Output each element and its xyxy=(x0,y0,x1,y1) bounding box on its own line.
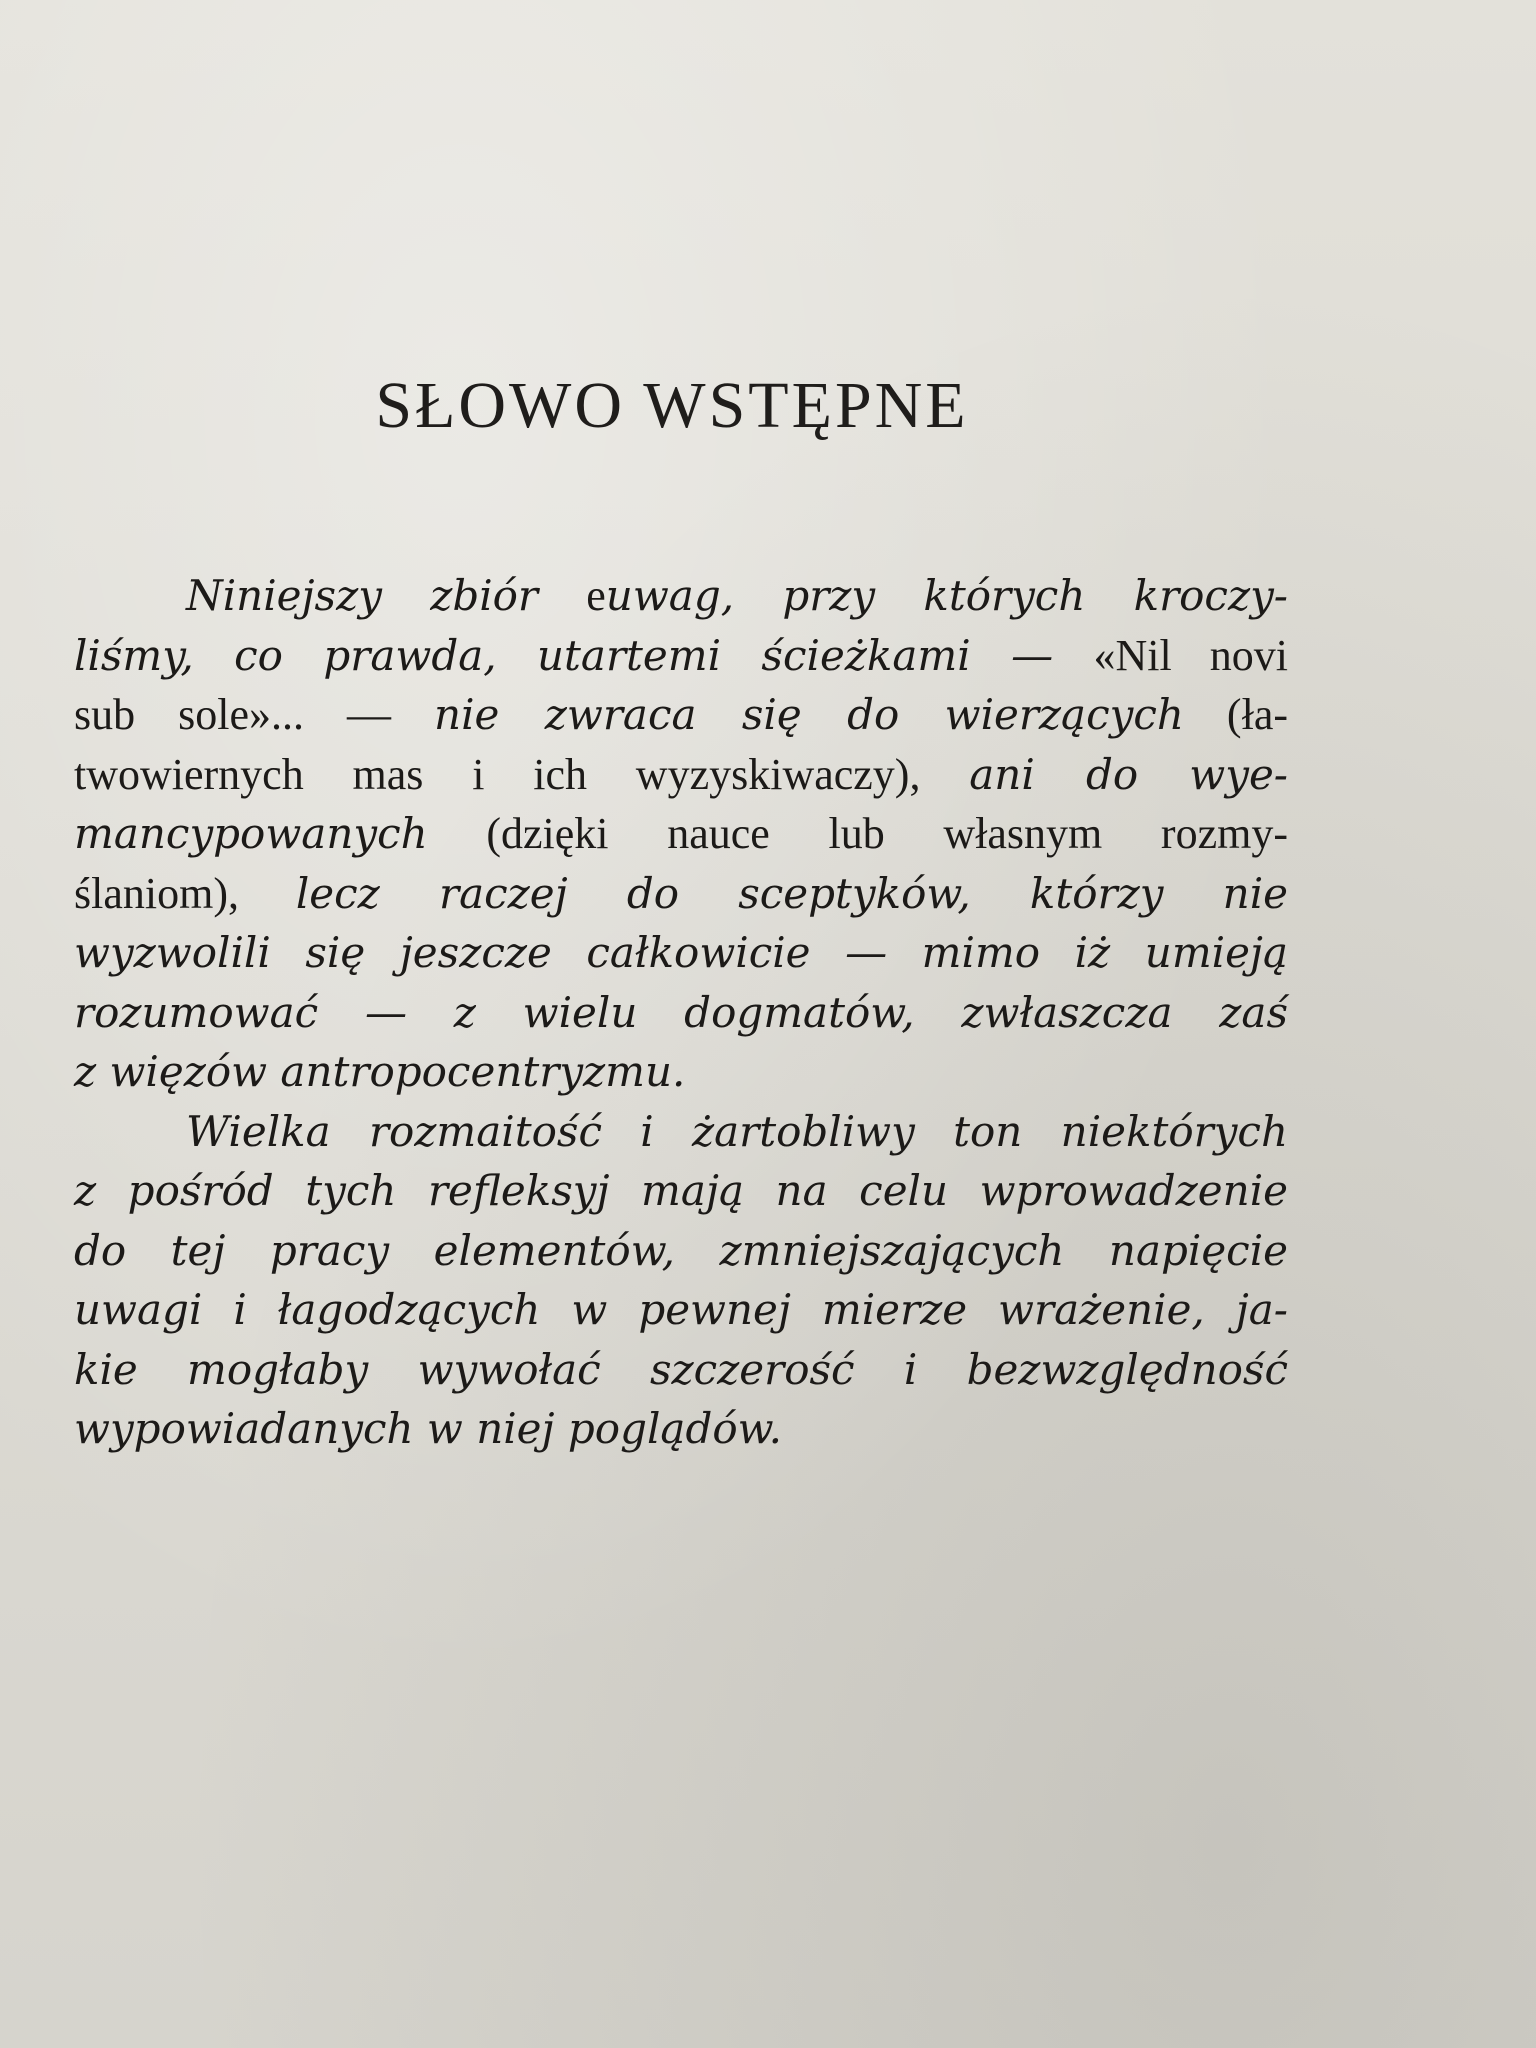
text-line xyxy=(74,1042,1288,1102)
text-line xyxy=(74,1221,1288,1281)
text-line xyxy=(74,1280,1288,1340)
text-line xyxy=(74,566,1288,626)
text-line xyxy=(74,864,1288,924)
text-line xyxy=(74,804,1288,864)
paragraph xyxy=(74,566,1288,1102)
text-line xyxy=(74,1340,1288,1400)
italic-text: rozumować — z wielu dogmatów, zwłaszcza zaś xyxy=(74,987,1288,1037)
roman-text: (dzięki nauce lub własnym rozmy- xyxy=(427,809,1288,858)
italic-text: Wielka rozmaitość i żartobliwy ton niektórych xyxy=(186,1106,1288,1156)
text-line xyxy=(74,626,1288,686)
italic-text: mancypowanych xyxy=(74,809,428,858)
text-line xyxy=(74,1102,1288,1162)
italic-text: z pośród tych refleksyj mają na celu wprowadzenie xyxy=(74,1166,1288,1215)
page-title: SŁOWO WSTĘPNE xyxy=(375,369,969,442)
preface-text xyxy=(74,566,1288,1459)
text-line xyxy=(74,685,1288,745)
roman-text: e xyxy=(586,571,606,620)
paragraph xyxy=(74,1102,1288,1459)
italic-text: uwag, przy których kroczy- xyxy=(605,571,1288,620)
text-line xyxy=(74,745,1288,805)
italic-text: liśmy, co prawda, utartemi ścieżkami — xyxy=(74,630,1094,680)
italic-text: wypowiadanych w niej poglądów. xyxy=(74,1404,782,1453)
italic-text: do tej pracy elementów, zmniejszających napięcie xyxy=(74,1225,1288,1275)
italic-text: Niniejszy zbiór xyxy=(186,571,587,620)
italic-text: wyzwolili się jeszcze całkowicie — mimo iż umieją xyxy=(74,928,1288,977)
roman-text: twowiernych mas i ich wyzyskiwaczy), xyxy=(74,749,970,799)
roman-text: (ła- xyxy=(1183,690,1288,739)
text-line xyxy=(74,1399,1288,1459)
roman-text: «Nil novi xyxy=(1093,630,1289,680)
italic-text: z więzów antropocentryzmu. xyxy=(74,1047,686,1096)
italic-text: ani do wye- xyxy=(969,749,1288,799)
italic-text: uwagi i łagodzących w pewnej mierze wrażenie, ja- xyxy=(74,1285,1288,1334)
text-line xyxy=(74,983,1288,1043)
text-line xyxy=(74,1161,1288,1221)
italic-text: lecz raczej do sceptyków, którzy nie xyxy=(295,868,1288,918)
italic-text: nie zwraca się do wierzących xyxy=(434,690,1184,739)
text-line xyxy=(74,923,1288,983)
italic-text: kie mogłaby wywołać szczerość i bezwzględność xyxy=(74,1344,1288,1394)
roman-text: ślaniom), xyxy=(74,868,296,918)
roman-text: sub sole»... — xyxy=(74,690,435,739)
